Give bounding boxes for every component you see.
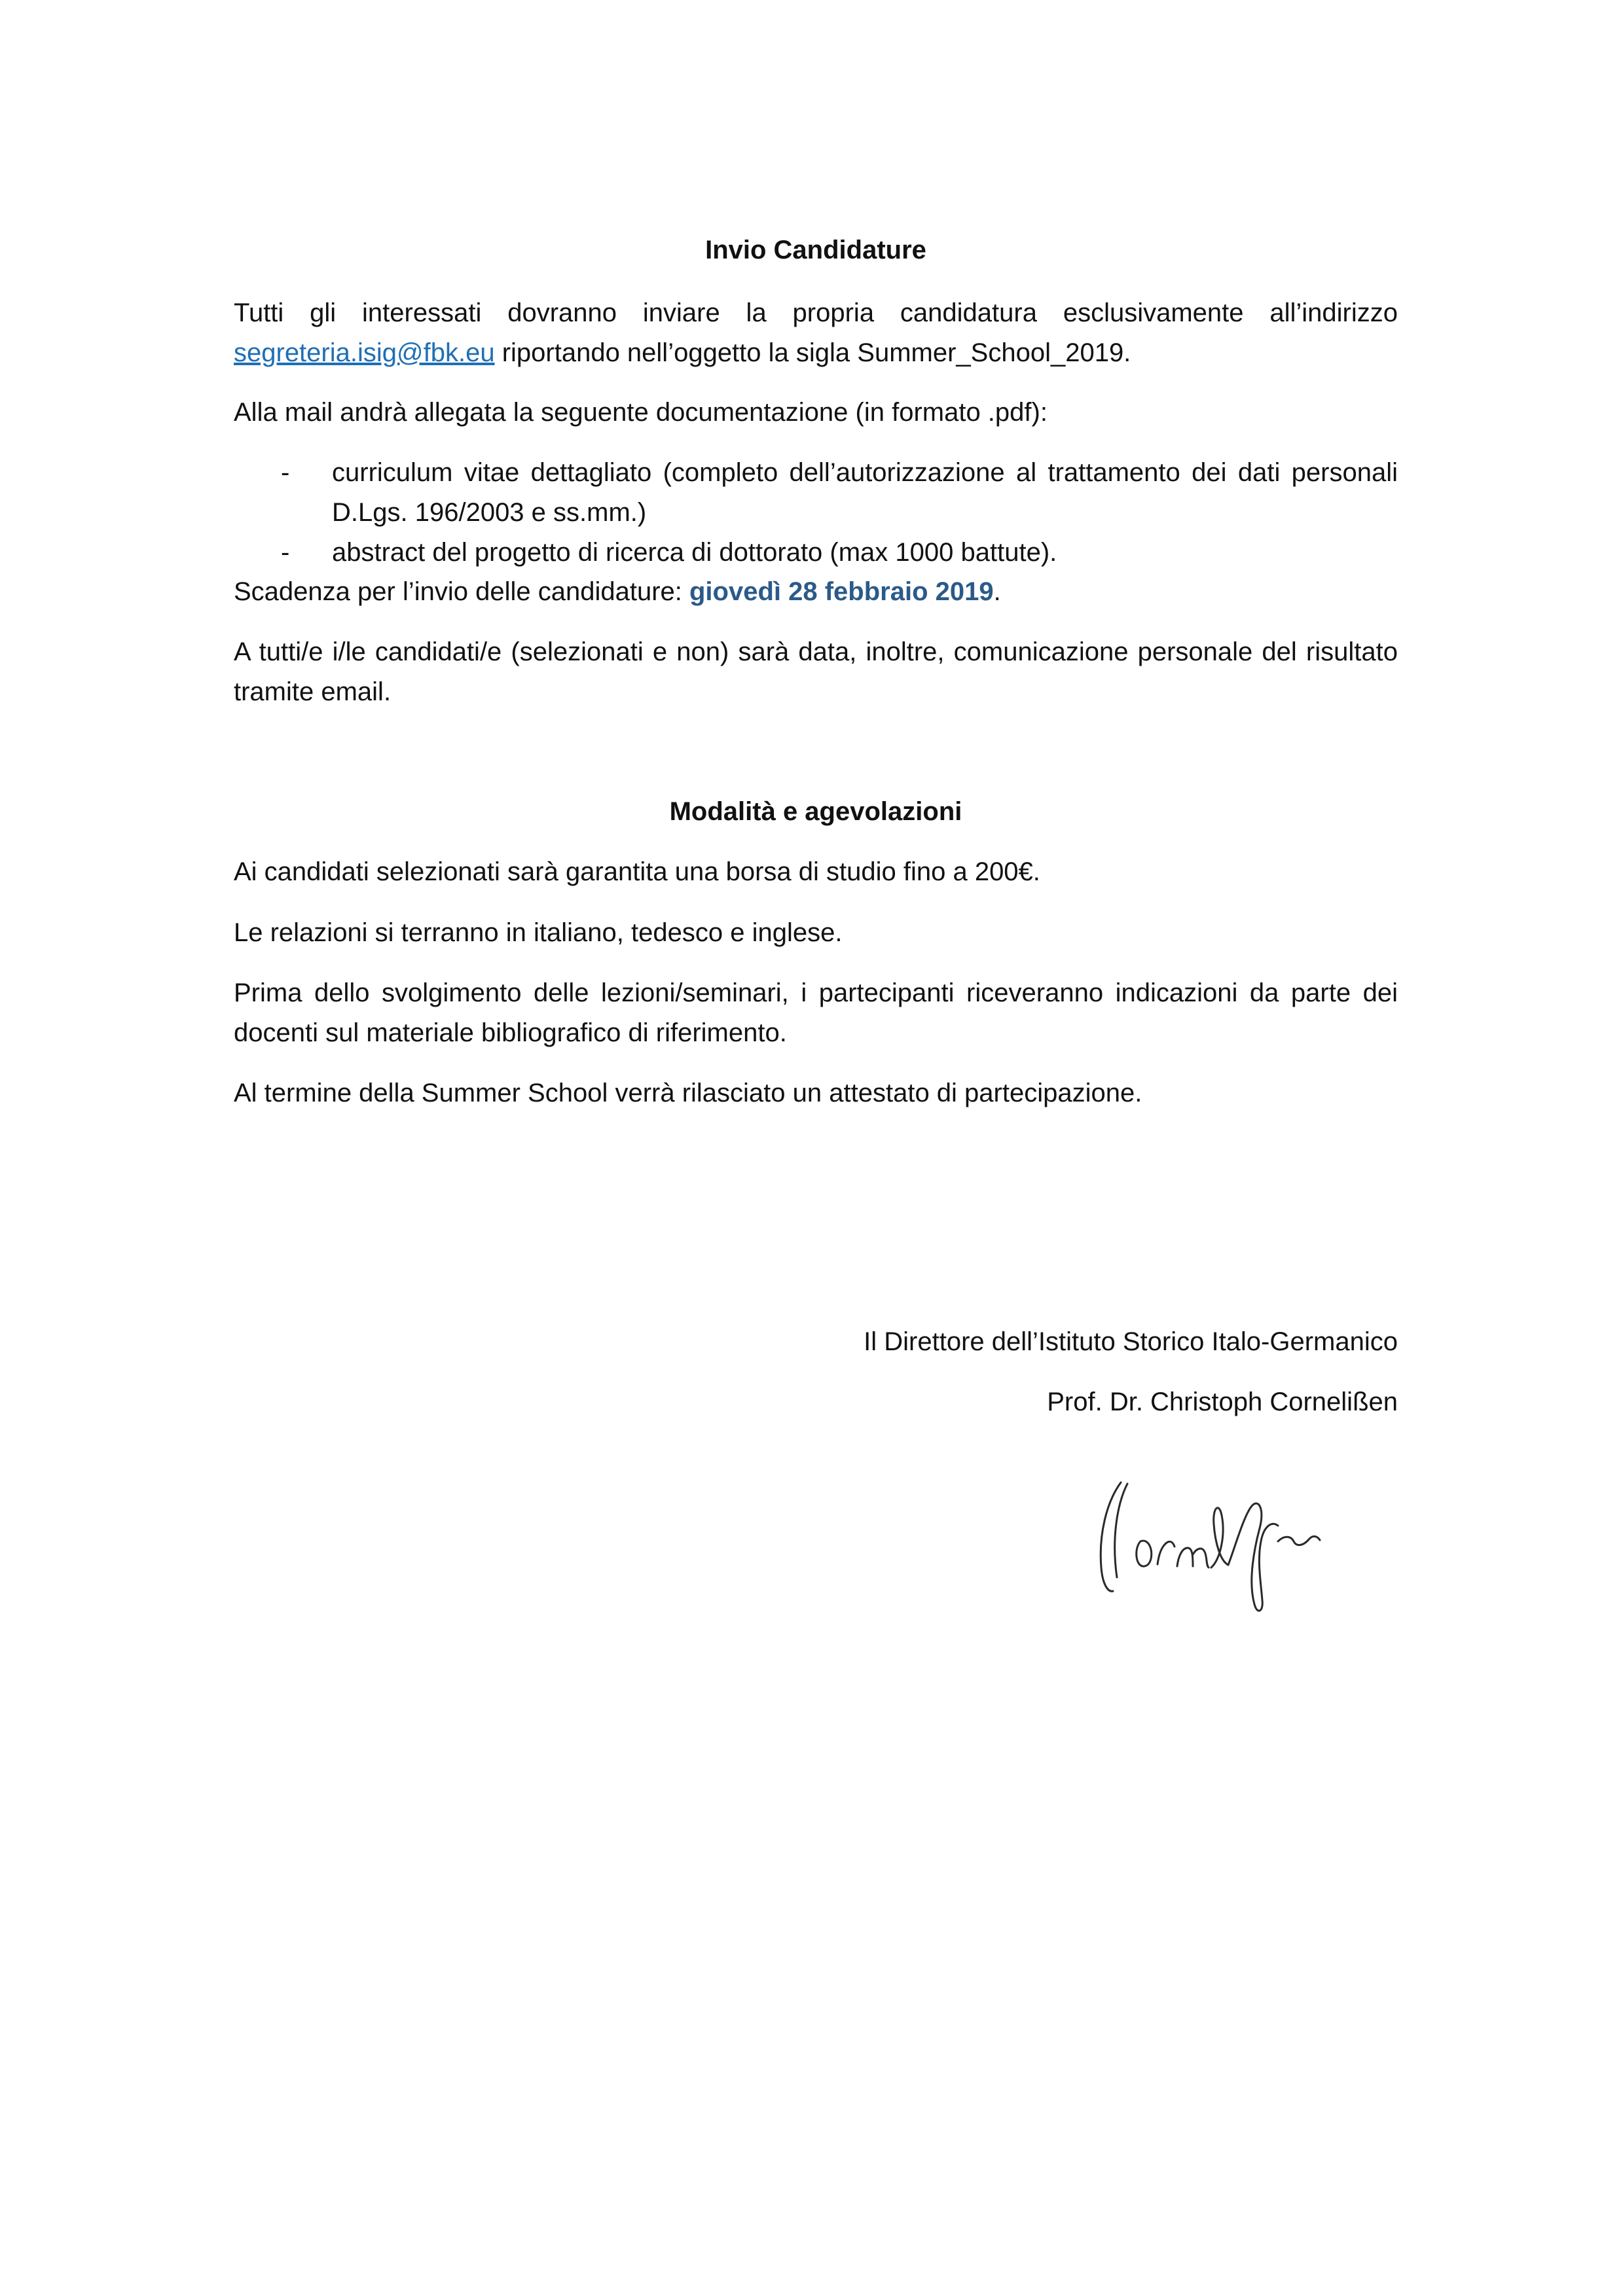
bibliography-paragraph: Prima dello svolgimento delle lezioni/seminari, i partecipanti riceveranno indicazioni da parte dei docenti sul materiale bibliografico di riferimento. <box>234 978 1398 1047</box>
list-bullet-dash: - <box>281 538 290 567</box>
instructions-text-after-link: riportando nell’oggetto la sigla Summer_School_2019. <box>494 338 1131 367</box>
list-item-text: abstract del progetto di ricerca di dottorato (max 1000 battute). <box>332 538 1057 567</box>
scholarship-paragraph: Ai candidati selezionati sarà garantita una borsa di studio fino a 200€. <box>234 857 1040 886</box>
handwritten-signature <box>1080 1443 1408 1626</box>
list-item-text: curriculum vitae dettagliato (completo dell’autorizzazione al trattamento dei dati personali D.Lgs. 196/2003 e ss.mm.) <box>332 458 1398 527</box>
section-heading-invio-candidature: Invio Candidature <box>705 236 926 264</box>
languages-paragraph: Le relazioni si terranno in italiano, tedesco e inglese. <box>234 918 843 947</box>
deadline-line <box>234 572 1398 612</box>
deadline-label: Scadenza per l’invio delle candidature: <box>234 577 689 606</box>
director-title: Il Direttore dell’Istituto Storico Italo-Germanico <box>864 1327 1398 1356</box>
certificate-paragraph: Al termine della Summer School verrà rilasciato un attestato di partecipazione. <box>234 1079 1142 1107</box>
section-heading-modalita: Modalità e agevolazioni <box>669 797 962 826</box>
instructions-text-before-link: Tutti gli interessati dovranno inviare la propria candidatura esclusivamente all’indirizzo <box>234 298 1398 327</box>
director-name: Prof. Dr. Christoph Cornelißen <box>1047 1388 1398 1416</box>
application-instructions-paragraph <box>234 293 1398 373</box>
deadline-period: . <box>993 577 1001 606</box>
attachments-intro-paragraph: Alla mail andrà allegata la seguente documentazione (in formato .pdf): <box>234 398 1048 427</box>
result-communication-paragraph: A tutti/e i/le candidati/e (selezionati e non) sarà data, inoltre, comunicazione personale del risultato tramite email. <box>234 637 1398 706</box>
email-link[interactable]: segreteria.isig@fbk.eu <box>234 338 495 367</box>
deadline-date: giovedì 28 febbraio 2019 <box>689 577 994 606</box>
list-bullet-dash: - <box>281 458 290 487</box>
